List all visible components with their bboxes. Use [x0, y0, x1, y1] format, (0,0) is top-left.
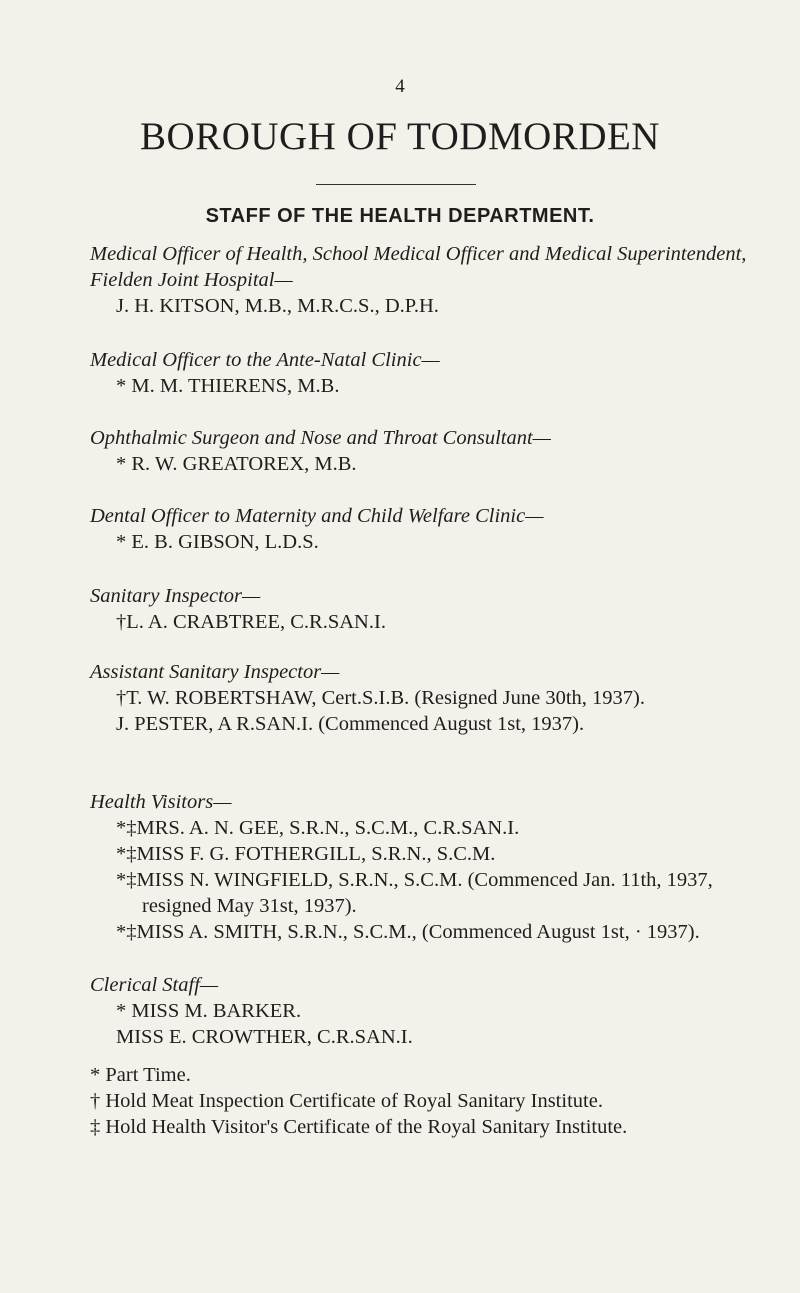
role-title: Medical Officer to the Ante-Natal Clinic—	[90, 349, 440, 371]
staff-section-dental	[90, 503, 750, 555]
staff-section-ophthalmic	[90, 425, 750, 477]
staff-section-moh	[90, 241, 750, 319]
staff-entry: * R. W. GREATOREX, M.B.	[116, 453, 357, 475]
role-title: Medical Officer of Health, School Medical Officer and Medical Superintendent, Fielden Joint Hospital—	[90, 243, 747, 291]
page-number: 4	[395, 76, 405, 97]
role-title: Sanitary Inspector—	[90, 585, 261, 607]
role-title: Clerical Staff—	[90, 974, 219, 996]
role-title: Assistant Sanitary Inspector—	[90, 661, 340, 683]
footnote: * Part Time.	[90, 1064, 191, 1086]
staff-section-clerical	[90, 972, 750, 1050]
footnotes	[90, 1062, 750, 1140]
footnote: † Hold Meat Inspection Certificate of Royal Sanitary Institute.	[90, 1090, 603, 1112]
staff-entry: *‡MISS F. G. FOTHERGILL, S.R.N., S.C.M.	[116, 843, 496, 865]
role-title: Health Visitors—	[90, 791, 232, 813]
staff-section-health-visitors	[90, 789, 750, 945]
staff-entry: *‡MISS A. SMITH, S.R.N., S.C.M., (Commenced August 1st, · 1937).	[116, 921, 700, 943]
staff-entry: *‡MRS. A. N. GEE, S.R.N., S.C.M., C.R.SAN.I.	[116, 817, 520, 839]
staff-section-ante-natal	[90, 347, 750, 399]
staff-entry: †T. W. ROBERTSHAW, Cert.S.I.B. (Resigned June 30th, 1937).	[116, 687, 645, 709]
title-divider	[316, 184, 476, 185]
role-title: Ophthalmic Surgeon and Nose and Throat Consultant—	[90, 427, 551, 449]
staff-entry: * E. B. GIBSON, L.D.S.	[116, 531, 319, 553]
staff-entry: J. H. KITSON, M.B., M.R.C.S., D.P.H.	[116, 295, 439, 317]
staff-entry: *‡MISS N. WINGFIELD, S.R.N., S.C.M. (Commenced Jan. 11th, 1937, resigned May 31st, 1937).	[116, 869, 713, 917]
staff-entry: * MISS M. BARKER.	[116, 1000, 302, 1022]
staff-entry: †L. A. CRABTREE, C.R.SAN.I.	[116, 611, 386, 633]
page-title: BOROUGH OF TODMORDEN	[140, 115, 660, 158]
footnote: ‡ Hold Health Visitor's Certificate of the Royal Sanitary Institute.	[90, 1116, 628, 1138]
staff-entry: J. PESTER, A R.SAN.I. (Commenced August 1st, 1937).	[116, 713, 585, 735]
role-title: Dental Officer to Maternity and Child Welfare Clinic—	[90, 505, 544, 527]
staff-entry: * M. M. THIERENS, M.B.	[116, 375, 340, 397]
staff-section-assistant-inspector	[90, 659, 750, 737]
staff-entry: MISS E. CROWTHER, C.R.SAN.I.	[116, 1026, 413, 1048]
section-heading: STAFF OF THE HEALTH DEPARTMENT.	[205, 205, 595, 227]
staff-section-sanitary-inspector	[90, 583, 750, 635]
